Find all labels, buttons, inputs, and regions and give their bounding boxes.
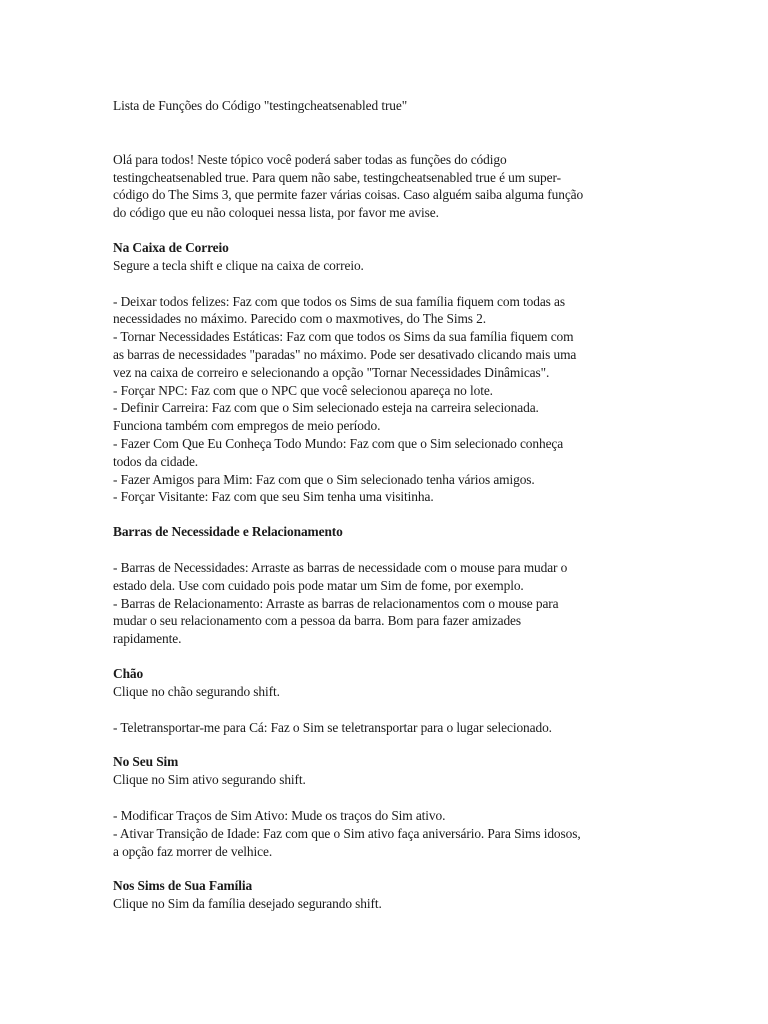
list-item: - Deixar todos felizes: Faz com que todos os Sims de sua família fiquem com todas as — [113, 293, 565, 309]
document-page — [113, 97, 673, 913]
section-bars — [113, 523, 673, 648]
list-item: mudar o seu relacionamento com a pessoa da barra. Bom para fazer amizades — [113, 613, 521, 629]
list-item: - Modificar Traços de Sim Ativo: Mude os traços do Sim ativo. — [113, 807, 446, 823]
list-item: - Tornar Necessidades Estáticas: Faz com que todos os Sims da sua família fiquem com — [113, 329, 574, 345]
intro-paragraph — [113, 151, 673, 222]
section-heading: Na Caixa de Correio — [113, 239, 229, 255]
list-item: - Forçar NPC: Faz com que o NPC que você selecionou apareça no lote. — [113, 382, 493, 398]
list-item: vez na caixa de correiro e selecionando a opção "Tornar Necessidades Dinâmicas". — [113, 364, 550, 380]
list-item: - Teletransportar-me para Cá: Faz o Sim se teletransportar para o lugar selecionado. — [113, 719, 552, 735]
intro-line: do código que eu não coloquei nessa lista, por favor me avise. — [113, 205, 439, 221]
list-item: - Barras de Necessidades: Arraste as barras de necessidade com o mouse para mudar o — [113, 559, 568, 575]
list-item: - Forçar Visitante: Faz com que seu Sim tenha uma visitinha. — [113, 489, 434, 505]
list-item: - Fazer Com Que Eu Conheça Todo Mundo: Faz com que o Sim selecionado conheça — [113, 435, 564, 451]
intro-line: código do The Sims 3, que permite fazer várias coisas. Caso alguém saiba alguma função — [113, 187, 584, 203]
section-items — [113, 719, 673, 737]
section-your-sim — [113, 753, 673, 860]
list-item: necessidades no máximo. Parecido com o maxmotives, do The Sims 2. — [113, 311, 486, 327]
list-item: a opção faz morrer de velhice. — [113, 843, 273, 859]
section-heading: Chão — [113, 665, 144, 681]
document-title: Lista de Funções do Código "testingcheatsenabled true" — [113, 98, 408, 113]
list-item: as barras de necessidades "paradas" no máximo. Pode ser desativado clicando mais uma — [113, 346, 577, 362]
section-instruction: Segure a tecla shift e clique na caixa de correio. — [113, 257, 364, 273]
intro-line: Olá para todos! Neste tópico você poderá saber todas as funções do código — [113, 151, 507, 167]
section-mailbox — [113, 239, 673, 506]
section-family-sims — [113, 877, 673, 913]
list-item: - Definir Carreira: Faz com que o Sim selecionado esteja na carreira selecionada. — [113, 400, 539, 416]
list-item: todos da cidade. — [113, 453, 199, 469]
section-instruction: Clique no Sim da família desejado segurando shift. — [113, 896, 382, 912]
list-item: rapidamente. — [113, 631, 182, 647]
list-item: - Fazer Amigos para Mim: Faz com que o Sim selecionado tenha vários amigos. — [113, 471, 535, 487]
section-items — [113, 807, 673, 860]
section-heading: Nos Sims de Sua Família — [113, 878, 253, 894]
list-item: - Ativar Transição de Idade: Faz com que o Sim ativo faça aniversário. Para Sims idosos, — [113, 825, 581, 841]
section-instruction: Clique no chão segurando shift. — [113, 683, 280, 699]
section-items — [113, 559, 673, 648]
section-floor — [113, 665, 673, 736]
list-item: estado dela. Use com cuidado pois pode matar um Sim de fome, por exemplo. — [113, 577, 524, 593]
section-items — [113, 293, 673, 507]
list-item: - Barras de Relacionamento: Arraste as barras de relacionamentos com o mouse para — [113, 595, 559, 611]
section-heading: No Seu Sim — [113, 754, 179, 770]
intro-line: testingcheatsenabled true. Para quem não sabe, testingcheatsenabled true é um super- — [113, 169, 561, 185]
section-instruction: Clique no Sim ativo segurando shift. — [113, 772, 306, 788]
list-item: Funciona também com empregos de meio período. — [113, 418, 381, 434]
section-heading: Barras de Necessidade e Relacionamento — [113, 524, 343, 540]
